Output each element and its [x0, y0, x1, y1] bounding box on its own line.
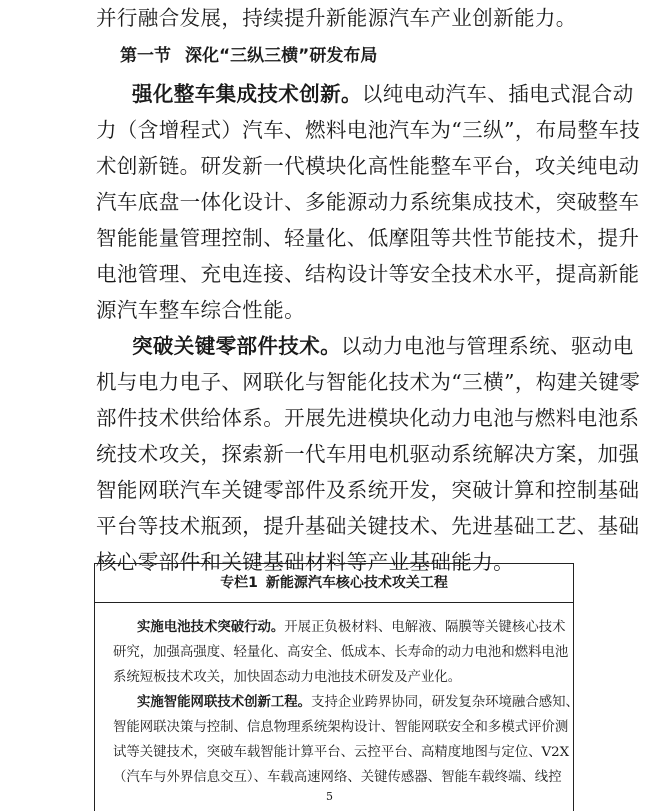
text-line: 汽车底盘一体化设计、多能源动力系统集成技术，突破整车	[96, 190, 640, 214]
info-box	[94, 563, 579, 811]
text-line: 智能网联汽车关键零部件及系统开发，突破计算和控制基础	[96, 478, 640, 502]
text-line: 机与电力电子、网联化与智能化技术为“三横”，构建关键零	[96, 370, 641, 394]
text-line: 以纯电动汽车、插电式混合动	[361, 82, 634, 106]
text-line: 源汽车整车综合性能。	[96, 298, 305, 322]
section-number: 第一节	[120, 46, 171, 66]
box-text-line: 试等关键技术，突破车载智能计算平台、云控平台、高精度地图与定位、V2X	[113, 745, 570, 760]
text-line: 部件技术供给体系。开展先进模块化动力电池与燃料电池系	[96, 406, 640, 430]
box-text-line: 系统短板技术攻关，加快固态动力电池技术研发及产业化。	[113, 670, 462, 685]
box-text-line: 支持企业跨界协同，研发复杂环境融合感知、	[311, 695, 579, 710]
box-title-text: 新能源汽车核心技术攻关工程	[265, 575, 448, 591]
paragraph-lead: 强化整车集成技术创新。	[132, 82, 362, 106]
box-label: 专栏1	[220, 575, 258, 591]
paragraph-first-line	[132, 334, 634, 358]
section-heading	[120, 44, 391, 68]
box-text-line: 智能网联决策与控制、信息物理系统架构设计、智能网联安全和多模式评价测	[113, 720, 569, 735]
box-text-line: 开展正负极材料、电解液、隔膜等关键核心技术	[284, 620, 566, 635]
text-line: 力（含增程式）汽车、燃料电池汽车为“三纵”，布局整车技	[96, 118, 641, 142]
text-line: 智能能量管理控制、轻量化、低摩阻等共性节能技术，提升	[96, 226, 640, 250]
text-line: 核心零部件和关键基础材料等产业基础能力。	[96, 550, 514, 574]
text-line: 并行融合发展，持续提升新能源汽车产业创新能力。	[96, 6, 577, 30]
box-first-line	[137, 618, 566, 638]
box-first-line	[137, 693, 579, 713]
page-number: 5	[326, 790, 333, 803]
box-text-line: 研究，加强高强度、轻量化、高安全、低成本、长寿命的动力电池和燃料电池	[113, 645, 569, 660]
text-line: 平台等技术瓶颈，提升基础关键技术、先进基础工艺、基础	[96, 514, 640, 538]
box-title	[95, 564, 573, 603]
text-line: 以动力电池与管理系统、驱动电	[341, 334, 634, 358]
box-text-line: （汽车与外界信息交互）、车载高速网络、关键传感器、智能车载终端、线控	[113, 770, 562, 785]
text-line: 电池管理、充电连接、结构设计等安全技术水平，提高新能	[96, 262, 640, 286]
paragraph-first-line	[132, 82, 634, 106]
box-item-lead: 实施电池技术突破行动。	[137, 620, 285, 635]
text-line: 统技术攻关，探索新一代车用电机驱动系统解决方案，加强	[96, 442, 640, 466]
section-title: 深化“三纵三横”研发布局	[185, 46, 378, 66]
box-item-lead: 实施智能网联技术创新工程。	[137, 695, 312, 710]
paragraph-lead: 突破关键零部件技术。	[132, 334, 341, 358]
text-line: 术创新链。研发新一代模块化高性能整车平台，攻关纯电动	[96, 154, 640, 178]
